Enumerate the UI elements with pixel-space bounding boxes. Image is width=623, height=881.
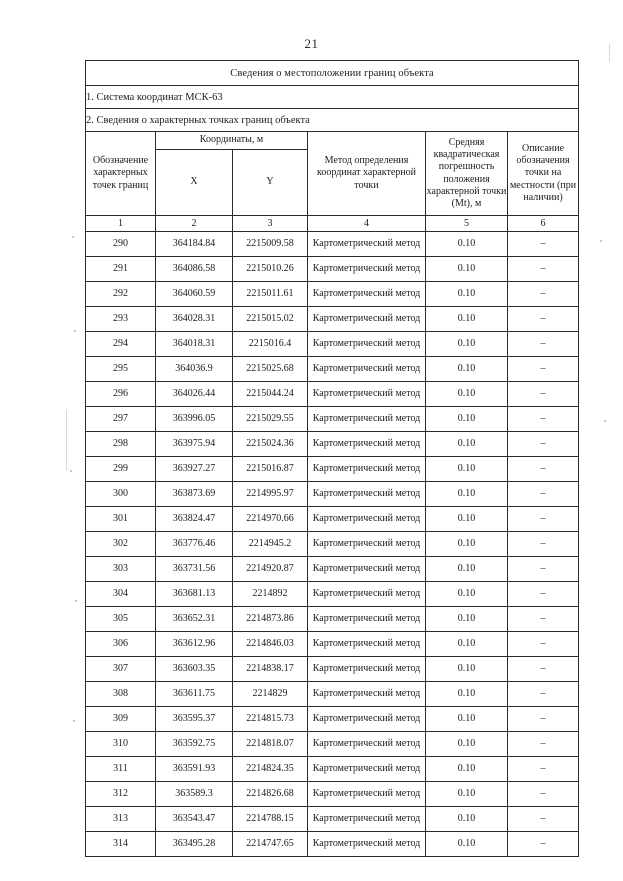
cell-method [308,232,426,257]
table-row [86,532,579,557]
method-text: Картометрический метод [312,838,421,850]
method-text: Картометрический метод [312,463,421,475]
column-number: 2 [156,216,233,232]
cell-method [308,732,426,757]
table-row [86,607,579,632]
cell-point-number: 294 [86,332,156,357]
method-text: Картометрический метод [312,488,421,500]
cell-method [308,832,426,857]
cell-method [308,457,426,482]
cell-description: – [508,432,579,457]
section-2-row [86,109,579,132]
cell-point-number: 303 [86,557,156,582]
cell-point-number: 291 [86,257,156,282]
cell-coordinate-x: 363495.28 [156,832,233,857]
table-row [86,307,579,332]
table-row [86,432,579,457]
cell-description: – [508,407,579,432]
table-title: Сведения о местоположении границ объекта [86,61,579,86]
scan-artifact [75,600,77,602]
cell-point-number: 314 [86,832,156,857]
cell-coordinate-y: 2214873.86 [233,607,308,632]
cell-method [308,557,426,582]
cell-coordinate-x: 364018.31 [156,332,233,357]
cell-point-number: 307 [86,657,156,682]
cell-method [308,657,426,682]
cell-coordinate-x: 363592.75 [156,732,233,757]
column-number: 5 [426,216,508,232]
coordinate-system-label: 1. Система координат МСК-63 [86,86,579,109]
table-row [86,757,579,782]
cell-coordinate-x: 363824.47 [156,507,233,532]
cell-point-number: 312 [86,782,156,807]
cell-method [308,707,426,732]
method-text: Картометрический метод [312,613,421,625]
cell-description: – [508,507,579,532]
cell-point-number: 290 [86,232,156,257]
cell-description: – [508,707,579,732]
method-text: Картометрический метод [312,263,421,275]
cell-method [308,307,426,332]
header-x: X [156,150,233,216]
header-description: Описание обозначения точки на местности (при наличии) [508,132,579,216]
cell-coordinate-x: 363927.27 [156,457,233,482]
scan-artifact [72,236,74,238]
table-row [86,557,579,582]
cell-method [308,507,426,532]
cell-coordinate-y: 2214970.66 [233,507,308,532]
cell-method [308,532,426,557]
cell-error: 0.10 [426,407,508,432]
cell-coordinate-y: 2214846.03 [233,632,308,657]
method-text: Картометрический метод [312,713,421,725]
header-point-label: Обозначение характерных точек границ [86,132,156,216]
table-row [86,582,579,607]
cell-error: 0.10 [426,732,508,757]
table-row [86,257,579,282]
cell-error: 0.10 [426,557,508,582]
cell-coordinate-y: 2214747.65 [233,832,308,857]
table-title-row [86,61,579,86]
table-row [86,357,579,382]
scan-artifact [604,420,606,422]
table-row [86,682,579,707]
cell-error: 0.10 [426,632,508,657]
cell-coordinate-y: 2215015.02 [233,307,308,332]
cell-error: 0.10 [426,382,508,407]
cell-error: 0.10 [426,757,508,782]
method-text: Картометрический метод [312,513,421,525]
cell-point-number: 292 [86,282,156,307]
cell-coordinate-y: 2215029.55 [233,407,308,432]
cell-method [308,432,426,457]
method-text: Картометрический метод [312,363,421,375]
cell-point-number: 293 [86,307,156,332]
cell-error: 0.10 [426,432,508,457]
cell-coordinate-y: 2215009.58 [233,232,308,257]
cell-description: – [508,732,579,757]
cell-method [308,807,426,832]
cell-point-number: 306 [86,632,156,657]
column-number: 3 [233,216,308,232]
cell-method [308,682,426,707]
cell-coordinate-x: 363611.75 [156,682,233,707]
cell-method [308,607,426,632]
table-row [86,782,579,807]
table-row [86,807,579,832]
cell-coordinate-x: 363612.96 [156,632,233,657]
cell-description: – [508,782,579,807]
cell-description: – [508,682,579,707]
method-text: Картометрический метод [312,638,421,650]
cell-coordinate-x: 363652.31 [156,607,233,632]
cell-coordinate-x: 363603.35 [156,657,233,682]
method-text: Картометрический метод [312,688,421,700]
table-row [86,832,579,857]
cell-coordinate-x: 363975.94 [156,432,233,457]
method-text: Картометрический метод [312,438,421,450]
cell-error: 0.10 [426,657,508,682]
cell-method [308,357,426,382]
cell-method [308,257,426,282]
cell-coordinate-y: 2214995.97 [233,482,308,507]
cell-description: – [508,632,579,657]
cell-coordinate-y: 2215025.68 [233,357,308,382]
cell-coordinate-x: 363681.13 [156,582,233,607]
cell-point-number: 295 [86,357,156,382]
cell-error: 0.10 [426,807,508,832]
characteristic-points-label: 2. Сведения о характерных точках границ объекта [86,109,579,132]
cell-error: 0.10 [426,257,508,282]
method-text: Картометрический метод [312,763,421,775]
cell-method [308,757,426,782]
table-body [86,232,579,857]
table-row [86,707,579,732]
cell-description: – [508,232,579,257]
method-text: Картометрический метод [312,338,421,350]
cell-coordinate-x: 363591.93 [156,757,233,782]
scan-artifact [66,410,67,470]
scan-artifact [73,720,75,722]
cell-method [308,482,426,507]
cell-description: – [508,807,579,832]
cell-coordinate-x: 364036.9 [156,357,233,382]
cell-description: – [508,832,579,857]
cell-point-number: 305 [86,607,156,632]
method-text: Картометрический метод [312,413,421,425]
table-row [86,507,579,532]
cell-error: 0.10 [426,532,508,557]
method-text: Картометрический метод [312,563,421,575]
table-row [86,332,579,357]
cell-method [308,407,426,432]
cell-point-number: 304 [86,582,156,607]
cell-coordinate-x: 364060.59 [156,282,233,307]
table-row [86,232,579,257]
cell-coordinate-y: 2215024.36 [233,432,308,457]
cell-coordinate-y: 2215010.26 [233,257,308,282]
cell-coordinate-y: 2214892 [233,582,308,607]
cell-description: – [508,357,579,382]
method-text: Картометрический метод [312,388,421,400]
cell-coordinate-x: 363873.69 [156,482,233,507]
cell-method [308,582,426,607]
cell-point-number: 298 [86,432,156,457]
cell-coordinate-x: 364026.44 [156,382,233,407]
cell-coordinate-x: 364028.31 [156,307,233,332]
cell-description: – [508,382,579,407]
header-error: Средняя квадратическая погрешность положения характерной точки (Mt), м [426,132,508,216]
cell-description: – [508,532,579,557]
cell-coordinate-y: 2215016.4 [233,332,308,357]
cell-description: – [508,282,579,307]
cell-method [308,282,426,307]
cell-error: 0.10 [426,307,508,332]
cell-coordinate-x: 363731.56 [156,557,233,582]
cell-description: – [508,657,579,682]
page-number: 21 [304,36,319,51]
cell-error: 0.10 [426,582,508,607]
boundary-points-table [85,60,579,857]
method-text: Картометрический метод [312,588,421,600]
cell-coordinate-x: 364086.58 [156,257,233,282]
method-text: Картометрический метод [312,738,421,750]
cell-coordinate-x: 363543.47 [156,807,233,832]
cell-error: 0.10 [426,332,508,357]
cell-coordinate-y: 2215044.24 [233,382,308,407]
cell-coordinate-x: 364184.84 [156,232,233,257]
cell-error: 0.10 [426,682,508,707]
cell-error: 0.10 [426,707,508,732]
column-number-row [86,216,579,232]
header-method: Метод определения координат характерной точки [308,132,426,216]
cell-description: – [508,257,579,282]
cell-error: 0.10 [426,507,508,532]
table-row [86,732,579,757]
cell-method [308,632,426,657]
cell-coordinate-x: 363595.37 [156,707,233,732]
cell-point-number: 300 [86,482,156,507]
scan-artifact [70,470,72,472]
cell-point-number: 302 [86,532,156,557]
table-row [86,407,579,432]
cell-description: – [508,457,579,482]
cell-coordinate-x: 363996.05 [156,407,233,432]
cell-coordinate-y: 2214788.15 [233,807,308,832]
method-text: Картометрический метод [312,663,421,675]
cell-point-number: 309 [86,707,156,732]
cell-coordinate-y: 2214920.87 [233,557,308,582]
cell-description: – [508,332,579,357]
header-y: Y [233,150,308,216]
cell-error: 0.10 [426,482,508,507]
table-row [86,482,579,507]
column-number: 4 [308,216,426,232]
cell-description: – [508,557,579,582]
cell-description: – [508,307,579,332]
cell-coordinate-y: 2214818.07 [233,732,308,757]
method-text: Картометрический метод [312,813,421,825]
cell-coordinate-x: 363589.3 [156,782,233,807]
section-1-row [86,86,579,109]
cell-method [308,332,426,357]
table-row [86,657,579,682]
cell-coordinate-y: 2214829 [233,682,308,707]
cell-coordinate-y: 2214945.2 [233,532,308,557]
cell-description: – [508,607,579,632]
cell-coordinate-y: 2214815.73 [233,707,308,732]
cell-coordinate-x: 363776.46 [156,532,233,557]
cell-point-number: 313 [86,807,156,832]
cell-error: 0.10 [426,782,508,807]
cell-method [308,782,426,807]
cell-point-number: 296 [86,382,156,407]
header-row-main [86,132,579,150]
cell-point-number: 308 [86,682,156,707]
scan-artifact [600,240,602,242]
table-row [86,382,579,407]
column-number: 6 [508,216,579,232]
scan-artifact [74,330,76,332]
method-text: Картометрический метод [312,238,421,250]
cell-description: – [508,482,579,507]
cell-point-number: 299 [86,457,156,482]
cell-coordinate-y: 2214824.35 [233,757,308,782]
header-coordinates-group: Координаты, м [156,132,308,150]
cell-point-number: 311 [86,757,156,782]
cell-point-number: 297 [86,407,156,432]
cell-error: 0.10 [426,832,508,857]
cell-coordinate-y: 2214838.17 [233,657,308,682]
cell-coordinate-y: 2215011.61 [233,282,308,307]
table-row [86,282,579,307]
cell-description: – [508,757,579,782]
cell-error: 0.10 [426,607,508,632]
cell-error: 0.10 [426,357,508,382]
table-row [86,632,579,657]
cell-method [308,382,426,407]
method-text: Картометрический метод [312,288,421,300]
cell-error: 0.10 [426,457,508,482]
cell-error: 0.10 [426,282,508,307]
cell-description: – [508,582,579,607]
table-row [86,457,579,482]
method-text: Картометрический метод [312,538,421,550]
cell-coordinate-y: 2215016.87 [233,457,308,482]
method-text: Картометрический метод [312,313,421,325]
column-number: 1 [86,216,156,232]
cell-error: 0.10 [426,232,508,257]
cell-point-number: 301 [86,507,156,532]
method-text: Картометрический метод [312,788,421,800]
cell-point-number: 310 [86,732,156,757]
scan-artifact [609,44,610,62]
cell-coordinate-y: 2214826.68 [233,782,308,807]
